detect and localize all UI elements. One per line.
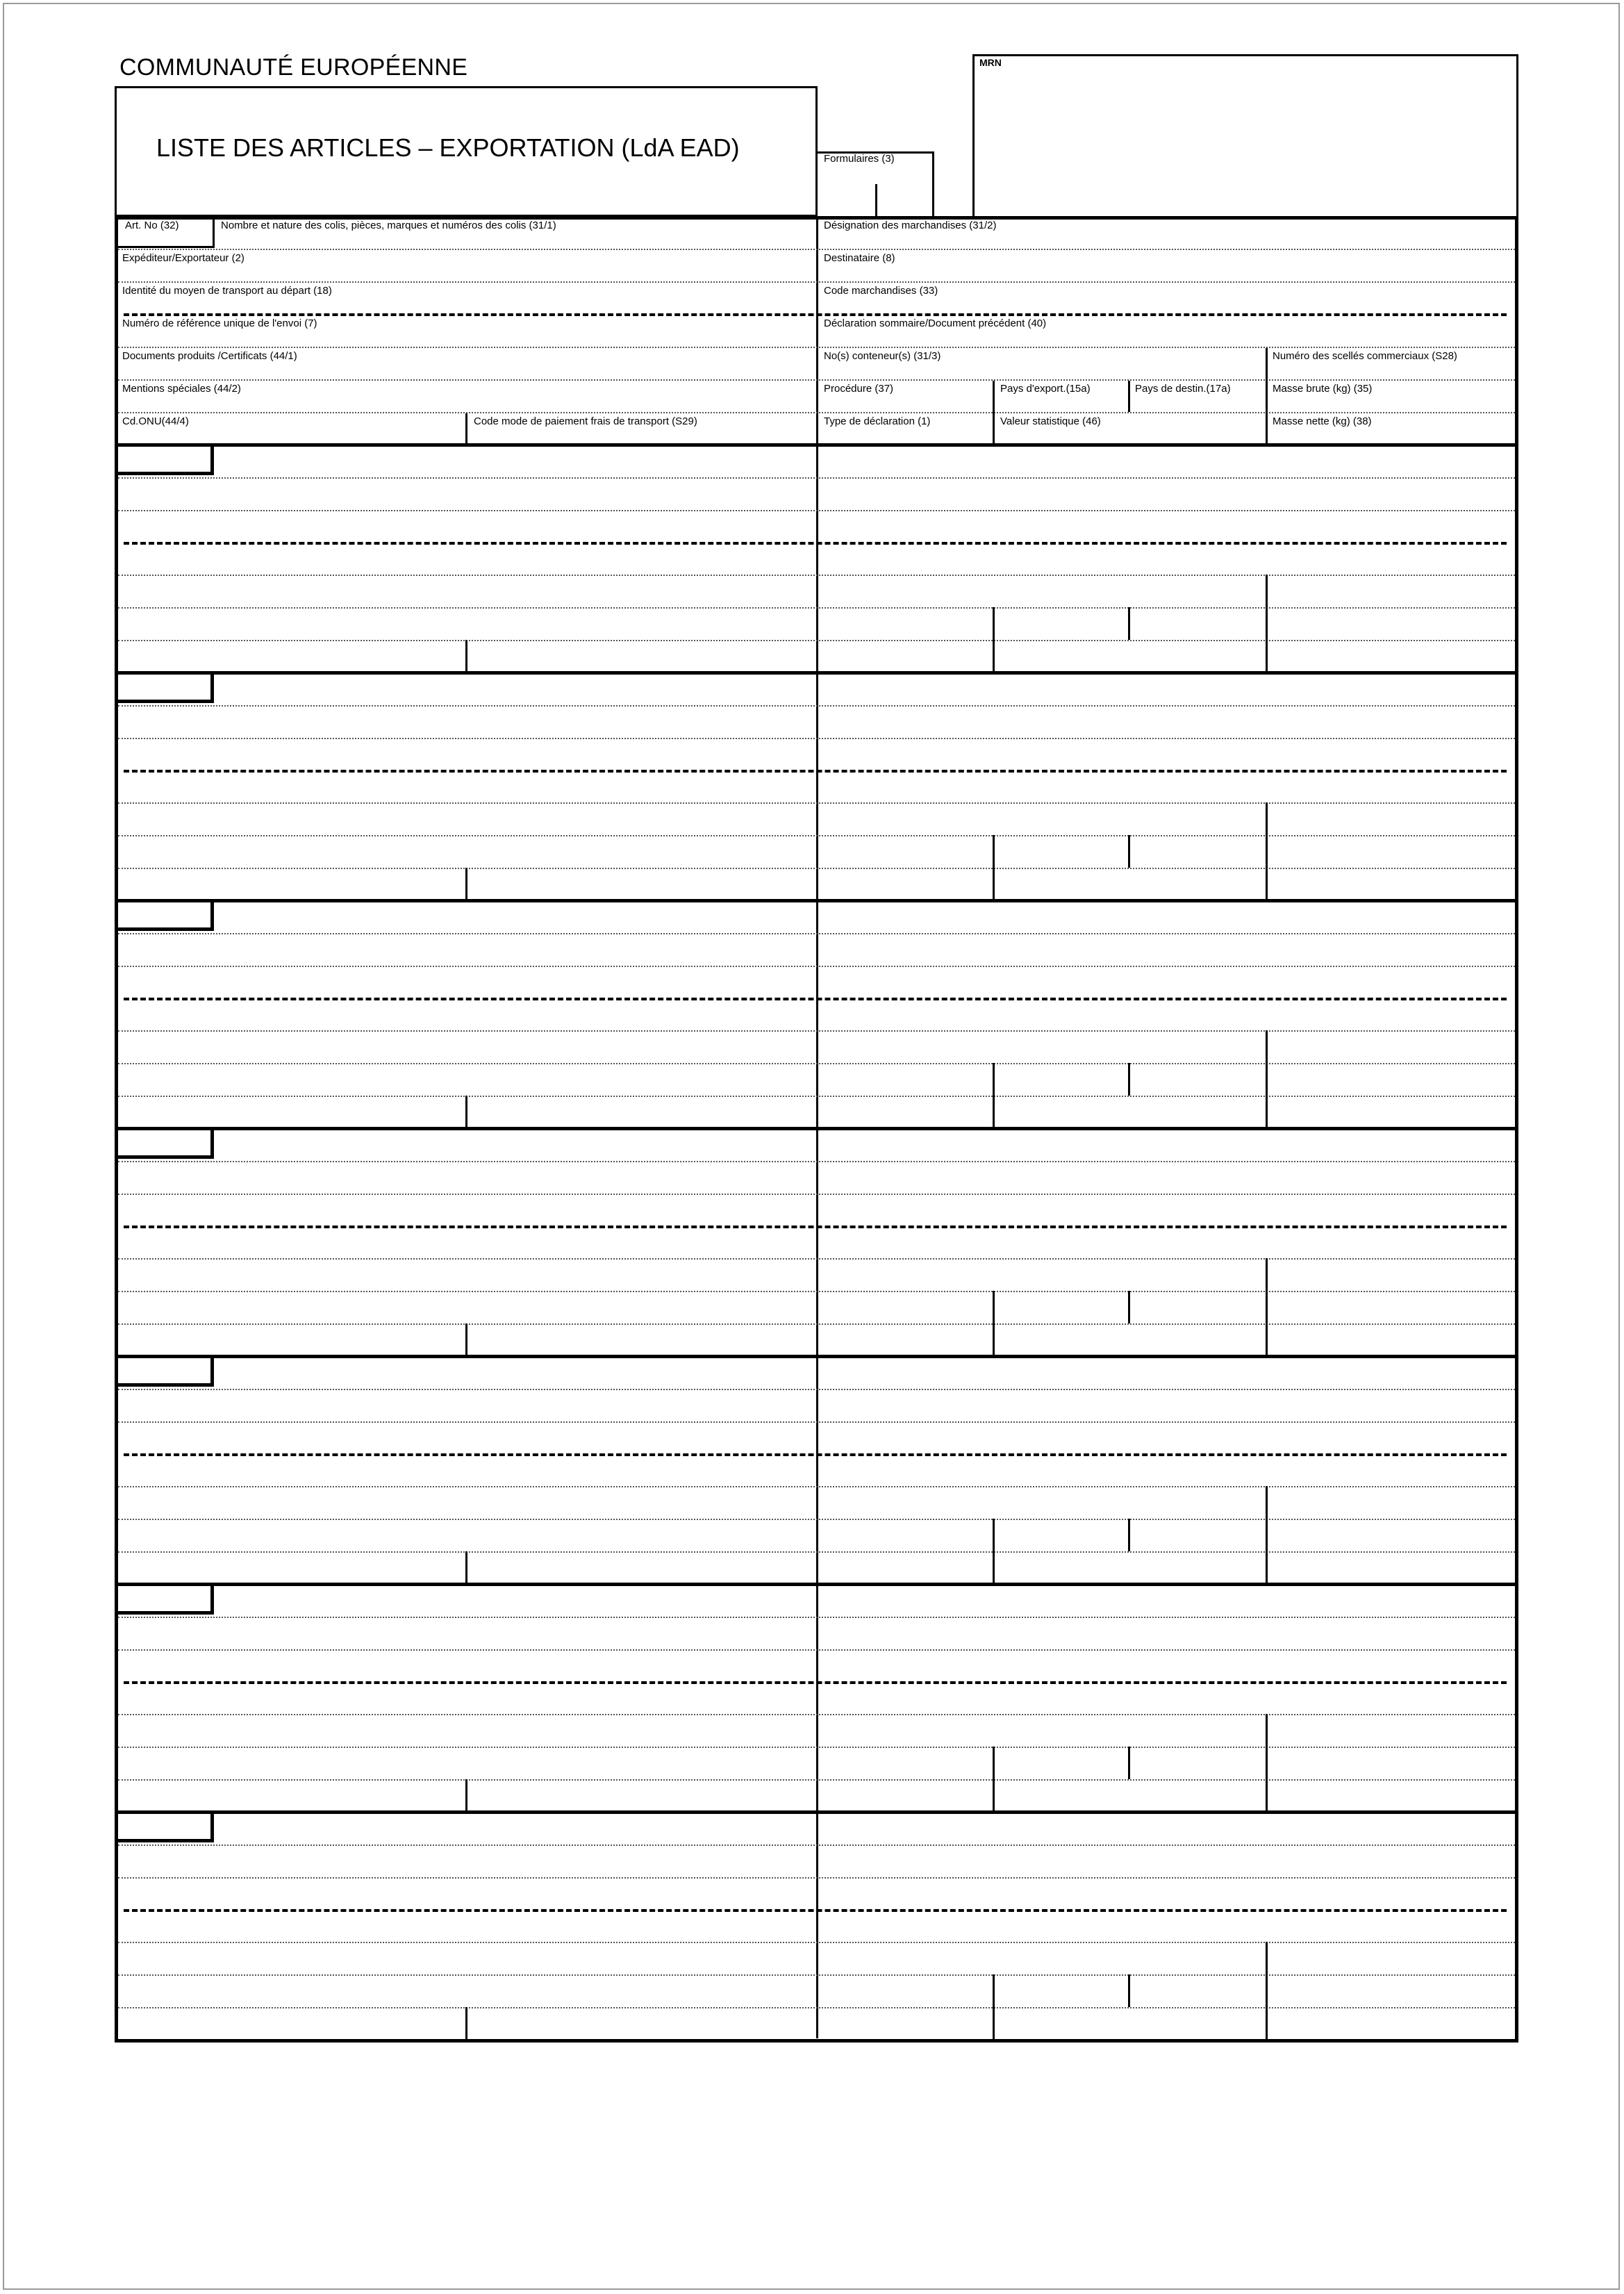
article-row-line [118, 1389, 1515, 1390]
article-row-line [118, 1030, 1515, 1032]
label-destinataire: Destinataire (8) [824, 252, 895, 264]
article-col-code-paiement [465, 1551, 467, 1584]
header-row-line [118, 379, 1515, 381]
article-col-pays-destin [1128, 1747, 1130, 1779]
label-ref-unique: Numéro de référence unique de l'envoi (7) [122, 317, 317, 329]
article-number-field[interactable] [118, 1128, 214, 1159]
article-row-line [118, 1291, 1515, 1292]
article-row-line [118, 1519, 1515, 1520]
article-row-line [118, 1551, 1515, 1553]
article-col-masse [1266, 1942, 1268, 2040]
article-dash-separator [124, 770, 1507, 773]
article-row-line [118, 1649, 1515, 1651]
article-col-code-paiement [465, 868, 467, 900]
article-row-line [118, 1617, 1515, 1618]
label-masse-brute: Masse brute (kg) (35) [1273, 383, 1373, 395]
article-dash-separator [124, 542, 1507, 545]
article-row-line [118, 705, 1515, 707]
label-procedure: Procédure (37) [824, 383, 894, 395]
label-pays-export: Pays d'export.(15a) [1000, 383, 1091, 395]
label-documents-produits: Documents produits /Certificats (44/1) [122, 350, 297, 362]
article-col-pays-export [993, 1063, 995, 1128]
article-row-line [118, 1877, 1515, 1879]
article-number-field[interactable] [118, 900, 214, 931]
article-row-line [118, 1096, 1515, 1097]
article-col-pays-export [993, 1519, 995, 1584]
label-code-marchandises: Code marchandises (33) [824, 285, 938, 297]
article-row-line [118, 1747, 1515, 1748]
article-row-line [118, 1063, 1515, 1064]
article-row-line [118, 477, 1515, 479]
article-row-line [118, 1942, 1515, 1943]
header-mid-divider [816, 217, 818, 445]
label-colis: Nombre et nature des colis, pièces, marques et numéros des colis (31/1) [221, 220, 556, 231]
article-col-pays-destin [1128, 1291, 1130, 1323]
article-col-pays-destin [1128, 1063, 1130, 1096]
article-dash-separator [124, 998, 1507, 1000]
mrn-field[interactable] [972, 54, 1518, 217]
header-row-line [118, 281, 1515, 283]
article-row-line [118, 933, 1515, 934]
article-number-field[interactable] [118, 1584, 214, 1615]
article-col-code-paiement [465, 1096, 467, 1128]
article-col-pays-export [993, 607, 995, 672]
label-expediteur: Expéditeur/Exportateur (2) [122, 252, 245, 264]
label-cd-onu: Cd.ONU(44/4) [122, 415, 189, 427]
header-col-scelles [1266, 348, 1268, 445]
article-col-pays-export [993, 1974, 995, 2040]
header-row-line [118, 249, 1515, 250]
article-dash-separator [124, 1453, 1507, 1456]
article-col-code-paiement [465, 640, 467, 672]
article-row-line [118, 2007, 1515, 2008]
label-declaration-sommaire: Déclaration sommaire/Document précédent (40) [824, 317, 1047, 329]
community-heading: COMMUNAUTÉ EUROPÉENNE [119, 54, 468, 81]
header-row-line [118, 347, 1515, 348]
article-row-line [118, 607, 1515, 609]
article-dash-separator [124, 1681, 1507, 1684]
formulaires-divider [875, 184, 877, 217]
article-row-line [118, 1486, 1515, 1487]
article-number-field[interactable] [118, 445, 214, 475]
article-col-pays-export [993, 1747, 995, 1812]
label-type-declaration: Type de déclaration (1) [824, 415, 931, 427]
mrn-label: MRN [979, 57, 1002, 68]
article-number-field[interactable] [118, 1356, 214, 1387]
label-scelles: Numéro des scellés commerciaux (S28) [1273, 350, 1457, 362]
article-col-masse [1266, 575, 1268, 672]
article-col-pays-destin [1128, 835, 1130, 868]
art-no-box-divider [213, 217, 215, 246]
article-row-line [118, 1323, 1515, 1325]
article-number-field[interactable] [118, 672, 214, 703]
header-dash-separator [124, 313, 1507, 316]
header-col-pays-destin [1128, 381, 1130, 412]
article-row-line [118, 802, 1515, 804]
article-row-line [118, 1974, 1515, 1976]
article-row-line [118, 1421, 1515, 1423]
article-col-masse [1266, 1258, 1268, 1356]
label-conteneurs: No(s) conteneur(s) (31/3) [824, 350, 941, 362]
article-row-line [118, 738, 1515, 739]
article-col-pays-destin [1128, 607, 1130, 640]
article-col-code-paiement [465, 1323, 467, 1356]
article-row-line [118, 835, 1515, 836]
article-col-pays-destin [1128, 1974, 1130, 2007]
header-row-line [118, 412, 1515, 413]
article-number-field[interactable] [118, 1812, 214, 1842]
article-row-line [118, 1714, 1515, 1715]
label-designation: Désignation des marchandises (31/2) [824, 220, 997, 231]
article-col-masse [1266, 802, 1268, 900]
article-row-line [118, 1194, 1515, 1195]
article-col-pays-export [993, 1291, 995, 1356]
article-col-masse [1266, 1714, 1268, 1812]
header-col-code-paiement [465, 413, 467, 445]
article-col-pays-export [993, 835, 995, 900]
article-row-line [118, 966, 1515, 967]
article-row-line [118, 510, 1515, 511]
article-col-masse [1266, 1030, 1268, 1128]
label-mentions-speciales: Mentions spéciales (44/2) [122, 383, 241, 395]
article-row-line [118, 1258, 1515, 1260]
article-col-code-paiement [465, 1779, 467, 1812]
formulaires-label: Formulaires (3) [824, 153, 895, 165]
label-pays-destin: Pays de destin.(17a) [1135, 383, 1231, 395]
header-col-pays-export [993, 381, 995, 445]
article-dash-separator [124, 1909, 1507, 1912]
article-row-line [118, 1161, 1515, 1162]
art-no-box-bottom [118, 246, 215, 248]
label-valeur-statistique: Valeur statistique (46) [1000, 415, 1101, 427]
article-dash-separator [124, 1226, 1507, 1228]
label-moyen-transport: Identité du moyen de transport au départ (18) [122, 285, 332, 297]
label-art-no: Art. No (32) [125, 220, 179, 231]
article-row-line [118, 575, 1515, 576]
article-row-line [118, 1779, 1515, 1781]
form-title: LISTE DES ARTICLES – EXPORTATION (LdA EAD) [156, 133, 740, 162]
article-col-code-paiement [465, 2007, 467, 2040]
article-row-line [118, 1845, 1515, 1846]
label-code-paiement: Code mode de paiement frais de transport (S29) [474, 415, 697, 427]
article-col-masse [1266, 1486, 1268, 1584]
article-row-line [118, 640, 1515, 641]
article-col-pays-destin [1128, 1519, 1130, 1551]
article-row-line [118, 868, 1515, 869]
label-masse-nette: Masse nette (kg) (38) [1273, 415, 1372, 427]
